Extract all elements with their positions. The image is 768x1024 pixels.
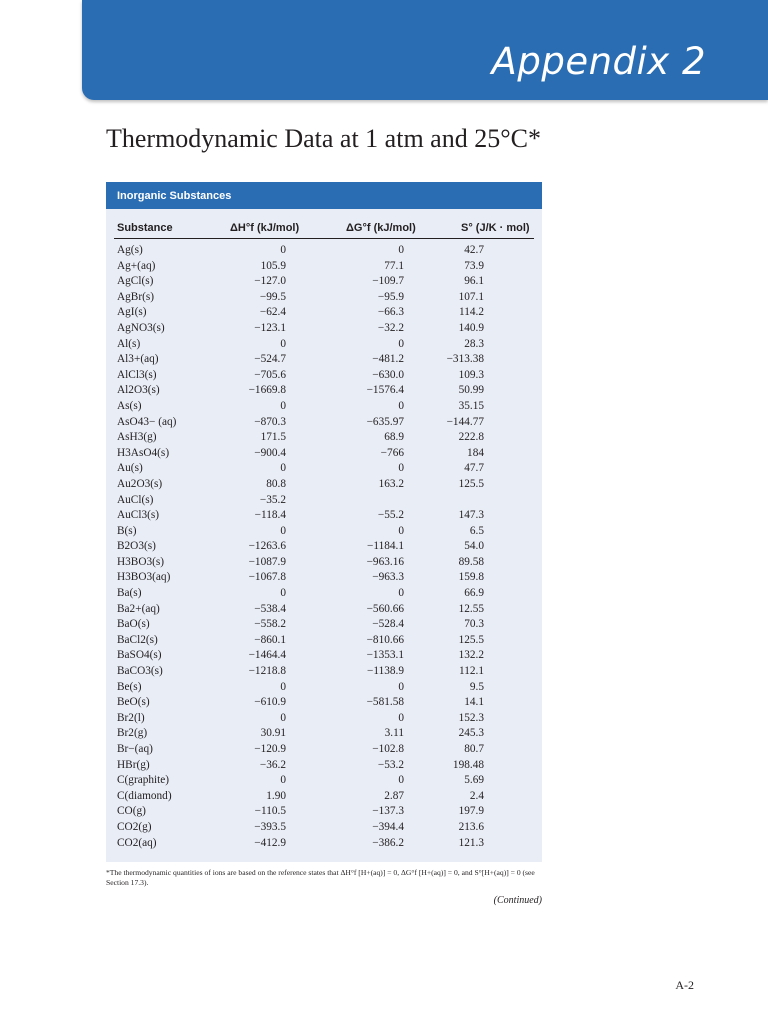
substance-cell: CO(g) [117, 805, 146, 818]
free-energy-cell: −394.4 [372, 820, 404, 833]
enthalpy-cell: −35.2 [259, 493, 286, 506]
table-row [106, 633, 542, 649]
entropy-cell: 66.9 [464, 587, 484, 600]
entropy-cell: 6.5 [469, 524, 484, 537]
enthalpy-cell: −62.4 [259, 306, 286, 319]
substance-cell: AsH3(g) [117, 431, 157, 444]
entropy-cell: 198.48 [452, 758, 484, 771]
free-energy-cell: −95.9 [377, 290, 404, 303]
table-row [106, 352, 542, 368]
entropy-cell: 114.2 [459, 306, 484, 319]
table-row [106, 726, 542, 742]
enthalpy-cell: 0 [280, 462, 286, 475]
table-row [106, 430, 542, 446]
substance-cell: BaCl2(s) [117, 633, 158, 646]
free-energy-cell: −528.4 [372, 618, 404, 631]
free-energy-cell: 0 [398, 711, 404, 724]
entropy-cell: −313.38 [446, 353, 484, 366]
entropy-cell: 47.7 [464, 462, 484, 475]
table-row [106, 290, 542, 306]
free-energy-cell: −102.8 [372, 743, 404, 755]
table-row [106, 477, 542, 493]
free-energy-cell: −560.66 [366, 602, 404, 615]
substance-cell: AgNO3(s) [117, 321, 165, 334]
substance-cell: B2O3(s) [117, 540, 156, 553]
table-row [106, 555, 542, 571]
free-energy-cell: 68.9 [384, 431, 404, 444]
entropy-cell: 2.4 [469, 789, 484, 802]
entropy-cell: 121.3 [458, 836, 484, 849]
table-row [106, 539, 542, 555]
enthalpy-cell: −538.4 [254, 602, 286, 615]
table-row [106, 305, 542, 321]
enthalpy-cell: −99.5 [259, 290, 286, 303]
table-row [106, 337, 542, 353]
substance-cell: H3BO3(aq) [117, 571, 171, 584]
entropy-cell: 28.3 [464, 337, 484, 350]
table-row [106, 493, 542, 509]
table-row [106, 617, 542, 633]
enthalpy-cell: −900.4 [254, 446, 286, 459]
substance-cell: AlCl3(s) [117, 368, 157, 381]
free-energy-cell: −581.58 [366, 696, 404, 709]
header-divider [114, 238, 534, 239]
page-number: A-2 [675, 978, 694, 992]
entropy-cell: 222.8 [458, 431, 484, 444]
table-row [106, 711, 542, 727]
entropy-cell: 197.9 [458, 805, 484, 818]
entropy-cell: 125.5 [458, 633, 484, 646]
free-energy-cell: 0 [398, 587, 404, 600]
free-energy-cell: −53.2 [377, 758, 404, 771]
enthalpy-cell: −118.4 [254, 509, 286, 522]
table-row [106, 321, 542, 337]
entropy-cell: 12.55 [458, 602, 484, 615]
substance-cell: Br2(g) [117, 727, 148, 740]
free-energy-cell: 3.11 [384, 727, 404, 740]
table-row [106, 602, 542, 618]
entropy-cell: 50.99 [458, 384, 484, 397]
enthalpy-cell: −36.2 [259, 758, 286, 771]
substance-cell: Au2O3(s) [117, 477, 163, 490]
entropy-cell: 14.1 [464, 696, 484, 709]
free-energy-cell: 0 [398, 524, 404, 537]
enthalpy-cell: −110.5 [254, 805, 286, 818]
enthalpy-cell: −1263.6 [248, 540, 286, 553]
substance-cell: BaCO3(s) [117, 665, 163, 678]
enthalpy-cell: 1.90 [266, 789, 286, 802]
enthalpy-cell: −1464.4 [248, 649, 286, 662]
substance-cell: Al3+(aq) [117, 353, 159, 366]
substance-cell: BaO(s) [117, 618, 150, 631]
enthalpy-cell: 0 [280, 774, 286, 787]
enthalpy-cell: −860.1 [254, 633, 286, 646]
free-energy-cell: 0 [398, 774, 404, 787]
enthalpy-cell: 30.91 [260, 727, 286, 740]
table-section-header [106, 182, 542, 209]
table-row [106, 820, 542, 836]
entropy-cell: 107.1 [458, 290, 484, 303]
substance-cell: Ag(s) [117, 244, 143, 256]
appendix-header-bar [82, 0, 768, 100]
free-energy-cell: −55.2 [377, 509, 404, 522]
entropy-cell: 125.5 [458, 477, 484, 490]
enthalpy-cell: −1087.9 [248, 555, 286, 568]
free-energy-cell: −481.2 [372, 353, 404, 366]
continued-label: (Continued) [493, 895, 542, 906]
substance-cell: Al2O3(s) [117, 384, 160, 397]
thermo-data-table [106, 182, 542, 862]
entropy-cell: 80.7 [464, 743, 484, 755]
column-headers [106, 218, 542, 236]
table-body [106, 243, 542, 851]
entropy-cell: 9.5 [469, 680, 484, 693]
substance-cell: Br−(aq) [117, 743, 153, 755]
entropy-cell: −144.77 [446, 415, 484, 428]
substance-cell: As(s) [117, 399, 142, 412]
enthalpy-cell: 171.5 [260, 431, 286, 444]
table-row [106, 773, 542, 789]
entropy-cell: 140.9 [458, 321, 484, 334]
entropy-cell: 132.2 [458, 649, 484, 662]
free-energy-cell: −109.7 [372, 275, 404, 288]
entropy-cell: 184 [467, 446, 484, 459]
substance-cell: AgBr(s) [117, 290, 155, 303]
column-header-free-energy: ΔG°f (kJ/mol) [346, 222, 416, 234]
enthalpy-cell: 80.8 [266, 477, 286, 490]
substance-cell: H3BO3(s) [117, 555, 165, 568]
substance-cell: AuCl3(s) [117, 509, 160, 522]
table-row [106, 461, 542, 477]
table-row [106, 259, 542, 275]
table-row [106, 243, 542, 259]
substance-cell: CO2(aq) [117, 836, 157, 849]
table-row [106, 758, 542, 774]
substance-cell: Al(s) [117, 337, 141, 350]
table-row [106, 446, 542, 462]
enthalpy-cell: −1067.8 [248, 571, 286, 584]
column-header-substance: Substance [117, 222, 173, 234]
substance-cell: AuCl(s) [117, 493, 154, 506]
entropy-cell: 54.0 [464, 540, 484, 553]
entropy-cell: 109.3 [458, 368, 484, 381]
table-row [106, 664, 542, 680]
table-section-title: Inorganic Substances [117, 190, 232, 202]
enthalpy-cell: 0 [280, 680, 286, 693]
page-title: Thermodynamic Data at 1 atm and 25°C* [106, 124, 541, 153]
free-energy-cell: −32.2 [377, 321, 404, 334]
table-row [106, 508, 542, 524]
enthalpy-cell: −393.5 [254, 820, 286, 833]
free-energy-cell: 0 [398, 337, 404, 350]
table-row [106, 789, 542, 805]
enthalpy-cell: −705.6 [254, 368, 286, 381]
table-row [106, 586, 542, 602]
free-energy-cell: 0 [398, 680, 404, 693]
appendix-title: Appendix 2 [491, 40, 706, 83]
substance-cell: Ag+(aq) [117, 259, 156, 272]
enthalpy-cell: 0 [280, 244, 286, 256]
table-row [106, 399, 542, 415]
table-row [106, 695, 542, 711]
entropy-cell: 245.3 [458, 727, 484, 740]
enthalpy-cell: 0 [280, 524, 286, 537]
substance-cell: HBr(g) [117, 758, 150, 771]
free-energy-cell: 2.87 [384, 789, 404, 802]
substance-cell: CO2(g) [117, 820, 152, 833]
free-energy-cell: −963.16 [366, 555, 404, 568]
substance-cell: BaSO4(s) [117, 649, 162, 662]
enthalpy-cell: 0 [280, 587, 286, 600]
entropy-cell: 89.58 [458, 555, 484, 568]
entropy-cell: 213.6 [458, 820, 484, 833]
enthalpy-cell: −524.7 [254, 353, 286, 366]
free-energy-cell: −66.3 [377, 306, 404, 319]
entropy-cell: 73.9 [464, 259, 484, 272]
free-energy-cell: −1576.4 [366, 384, 404, 397]
enthalpy-cell: −870.3 [254, 415, 286, 428]
free-energy-cell: −386.2 [372, 836, 404, 849]
substance-cell: AsO43− (aq) [117, 415, 177, 428]
table-row [106, 680, 542, 696]
table-row [106, 570, 542, 586]
substance-cell: Au(s) [117, 462, 143, 475]
entropy-cell: 70.3 [464, 618, 484, 631]
substance-cell: H3AsO4(s) [117, 446, 170, 459]
substance-cell: Ba(s) [117, 587, 142, 600]
free-energy-cell: −963.3 [372, 571, 404, 584]
enthalpy-cell: 0 [280, 399, 286, 412]
substance-cell: C(graphite) [117, 774, 170, 787]
enthalpy-cell: −558.2 [254, 618, 286, 631]
enthalpy-cell: 0 [280, 337, 286, 350]
entropy-cell: 42.7 [464, 244, 484, 256]
table-row [106, 274, 542, 290]
free-energy-cell: 163.2 [378, 477, 404, 490]
table-row [106, 415, 542, 431]
free-energy-cell: −810.66 [366, 633, 404, 646]
table-row [106, 383, 542, 399]
free-energy-cell: 0 [398, 244, 404, 256]
enthalpy-cell: −1669.8 [248, 384, 286, 397]
enthalpy-cell: −1218.8 [248, 665, 286, 678]
enthalpy-cell: −123.1 [254, 321, 286, 334]
free-energy-cell: −766 [380, 446, 404, 459]
table-row [106, 836, 542, 852]
enthalpy-cell: −120.9 [254, 743, 286, 755]
free-energy-cell: −635.97 [366, 415, 404, 428]
substance-cell: Ba2+(aq) [117, 602, 160, 615]
free-energy-cell: −1138.9 [366, 665, 404, 678]
substance-cell: Br2(l) [117, 711, 145, 724]
entropy-cell: 147.3 [458, 509, 484, 522]
free-energy-cell: 0 [398, 399, 404, 412]
free-energy-cell: −1353.1 [366, 649, 404, 662]
substance-cell: AgI(s) [117, 306, 147, 319]
table-row [106, 648, 542, 664]
enthalpy-cell: −610.9 [254, 696, 286, 709]
free-energy-cell: −137.3 [372, 805, 404, 818]
free-energy-cell: 77.1 [384, 259, 404, 272]
substance-cell: Be(s) [117, 680, 142, 693]
free-energy-cell: 0 [398, 462, 404, 475]
entropy-cell: 96.1 [464, 275, 484, 288]
header-band [0, 0, 768, 100]
table-row [106, 368, 542, 384]
footnote: *The thermodynamic quantities of ions are based on the reference states that ΔH°f [H+(aq)] = 0, ΔG°f [H+(aq)] = 0, and S°[H+(aq)] = 0 (see Section 17.3). [106, 868, 535, 887]
entropy-cell: 159.8 [458, 571, 484, 584]
entropy-cell: 35.15 [458, 399, 484, 412]
table-row [106, 804, 542, 820]
entropy-cell: 152.3 [458, 711, 484, 724]
enthalpy-cell: −127.0 [254, 275, 286, 288]
free-energy-cell: −1184.1 [366, 540, 404, 553]
enthalpy-cell: 105.9 [260, 259, 286, 272]
column-header-entropy: S° (J/K · mol) [461, 222, 530, 234]
free-energy-cell: −630.0 [372, 368, 404, 381]
entropy-cell: 112.1 [459, 665, 484, 678]
substance-cell: BeO(s) [117, 696, 150, 709]
substance-cell: B(s) [117, 524, 137, 537]
column-header-enthalpy: ΔH°f (kJ/mol) [230, 222, 300, 234]
substance-cell: AgCl(s) [117, 275, 154, 288]
table-row [106, 742, 542, 758]
entropy-cell: 5.69 [464, 774, 484, 787]
substance-cell: C(diamond) [117, 789, 172, 802]
enthalpy-cell: 0 [280, 711, 286, 724]
enthalpy-cell: −412.9 [254, 836, 286, 849]
table-row [106, 524, 542, 540]
